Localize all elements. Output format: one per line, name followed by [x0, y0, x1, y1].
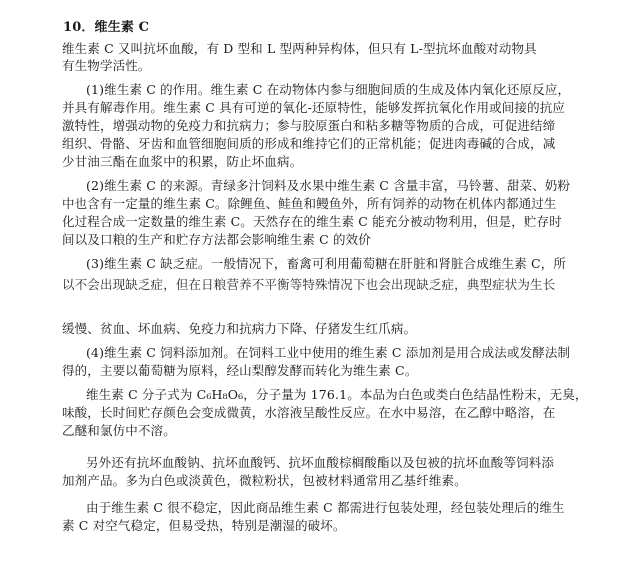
- text-line: 另外还有抗坏血酸钠、抗坏血酸钙、抗坏血酸棕榈酸酯以及包被的抗坏血酸等饲料添: [86, 455, 555, 470]
- text-line: 组织、骨骼、牙齿和血管细胞间质的形成和维持它们的正常机能；促进肉毒碱的合成，减: [62, 136, 556, 151]
- section-heading: 10．维生素 C: [63, 20, 150, 35]
- text-line: 中也含有一定量的维生素 C。除鲤鱼、鲑鱼和鳗鱼外，所有饲养的动物在机体内都通过生: [62, 196, 557, 211]
- text-line: (3)维生素 C 缺乏症。一般情况下，畜禽可利用葡萄糖在肝脏和肾脏合成维生素 C，所: [86, 256, 567, 271]
- text-line: 少甘油三酯在血浆中的积累，防止坏血病。: [62, 154, 303, 169]
- text-line: (4)维生素 C 饲料添加剂。在饲料工业中使用的维生素 C 添加剂是用合成法或发酵法制: [86, 345, 571, 360]
- text-line: 素 C 对空气稳定，但易受热，特别是潮湿的破坏。: [62, 518, 346, 533]
- text-line: 味酸，长时间贮存颜色会变成微黄，水溶液呈酸性反应。在水中易溶，在乙醇中略溶，在: [62, 405, 556, 420]
- text-line: 激特性，增强动物的免疫力和抗病力；参与胶原蛋白和粘多糖等物质的合成，可促进结缔: [62, 118, 556, 133]
- text-line: 化过程合成一定数量的维生素 C。天然存在的维生素 C 能充分被动物利用，但是，贮存时: [62, 214, 562, 229]
- text-line: 间以及口粮的生产和贮存方法都会影响维生素 C 的效价: [62, 232, 371, 247]
- text-line: 有生物学活性。: [62, 58, 151, 73]
- text-line: (2)维生素 C 的来源。青绿多汁饲料及水果中维生素 C 含量丰富，马铃薯、甜菜、奶粉: [86, 178, 571, 193]
- text-line: 得的，主要以葡萄糖为原料，经山梨醇发酵而转化为维生素 C。: [62, 363, 418, 378]
- text-line: 乙醚和氯仿中不溶。: [62, 423, 176, 438]
- text-line: (1)维生素 C 的作用。维生素 C 在动物体内参与细胞间质的生成及体内氧化还原反应，: [86, 82, 571, 97]
- text-line: 维生素 C 分子式为 C₆H₈O₆，分子量为 176.1。本品为白色或类白色结晶性粉末，无臭，: [86, 387, 588, 402]
- text-line: 加剂产品。多为白色或淡黄色，微粒粉状，包被材料通常用乙基纤维素。: [62, 473, 467, 488]
- text-line: 缓慢、贫血、坏血病、免疫力和抗病力下降、仔猪发生红爪病。: [62, 321, 417, 336]
- text-line: 由于维生素 C 很不稳定，因此商品维生素 C 都需进行包装处理，经包装处理后的维生: [86, 500, 565, 515]
- text-line: 维生素 C 又叫抗坏血酸，有 D 型和 L 型两种异构体，但只有 L-型抗坏血酸对动物具: [62, 41, 537, 56]
- text-line: 并具有解毒作用。维生素 C 具有可逆的氧化-还原特性，能够发挥抗氧化作用或间接的抗应: [62, 100, 566, 115]
- text-line: 以不会出现缺乏症，但在日粮营养不平衡等特殊情况下也会出现缺乏症，典型症状为生长: [62, 277, 556, 292]
